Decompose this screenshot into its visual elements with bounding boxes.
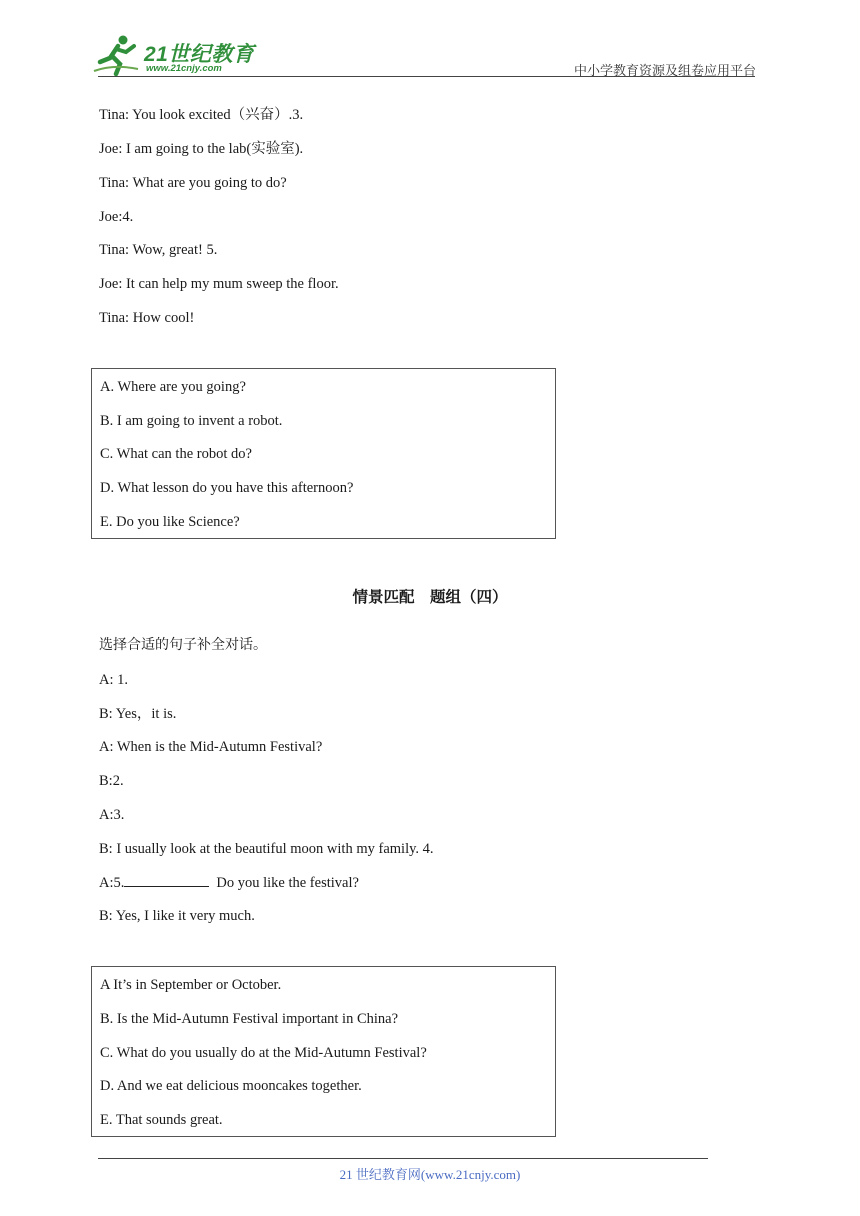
dialogue1-line: Tina: Wow, great! 5. (99, 242, 218, 258)
dialogue1-line: Tina: What are you going to do? (99, 175, 287, 191)
dialogue1-line: Joe: I am going to the lab(实验室). (99, 141, 304, 157)
option-item: B. I am going to invent a robot. (100, 413, 283, 429)
option-item: A It’s in September or October. (100, 977, 282, 993)
dialogue2-line: A:3. (99, 807, 125, 823)
page-header (0, 0, 860, 90)
option-item: C. What do you usually do at the Mid-Autumn Festival? (100, 1045, 427, 1061)
section-heading: 情景匹配 题组（四） (352, 588, 508, 606)
dialogue2-line: B:2. (99, 773, 124, 789)
dialogue2-speaker: A:5. (99, 875, 125, 891)
dialogue1-line: Tina: How cool! (99, 310, 195, 326)
dialogue2-line: B: Yes, I like it very much. (99, 908, 255, 924)
footer-link[interactable]: 21 世纪教育网(www.21cnjy.com) (339, 1167, 521, 1182)
option-item: E. Do you like Science? (100, 514, 240, 530)
option-item: D. What lesson do you have this afternoon? (100, 480, 354, 496)
runner-icon (92, 34, 142, 76)
dialogue2-line: A: When is the Mid-Autumn Festival? (99, 739, 323, 755)
options-box-1 (91, 368, 556, 539)
dialogue2-line: B: I usually look at the beautiful moon with my family. 4. (99, 841, 434, 857)
option-item: D. And we eat delicious mooncakes together. (100, 1078, 362, 1094)
dialogue2-line-with-blank (99, 873, 359, 892)
options-box-2 (91, 966, 556, 1137)
option-item: C. What can the robot do? (100, 446, 252, 462)
answer-blank[interactable] (124, 873, 209, 887)
logo-title: 21世纪教育 (144, 43, 255, 66)
dialogue1-line: Tina: You look excited（兴奋）.3. (99, 107, 304, 123)
dialogue2-line: B: Yes，it is. (99, 706, 177, 722)
footer-divider (98, 1158, 708, 1159)
option-item: A. Where are you going? (100, 379, 246, 395)
dialogue1-line: Joe:4. (99, 209, 134, 225)
platform-title: 中小学教育资源及组卷应用平台 (573, 63, 756, 78)
instruction: 选择合适的句子补全对话。 (99, 637, 267, 653)
option-item: E. That sounds great. (100, 1112, 223, 1128)
logo-url: www.21cnjy.com (146, 63, 222, 74)
dialogue2-question: Do you like the festival? (216, 875, 359, 891)
option-item: B. Is the Mid-Autumn Festival important in China? (100, 1011, 399, 1027)
dialogue1-line: Joe: It can help my mum sweep the floor. (99, 276, 339, 292)
dialogue2-line: A: 1. (99, 672, 128, 688)
header-divider (98, 76, 755, 77)
site-logo[interactable] (92, 34, 262, 78)
